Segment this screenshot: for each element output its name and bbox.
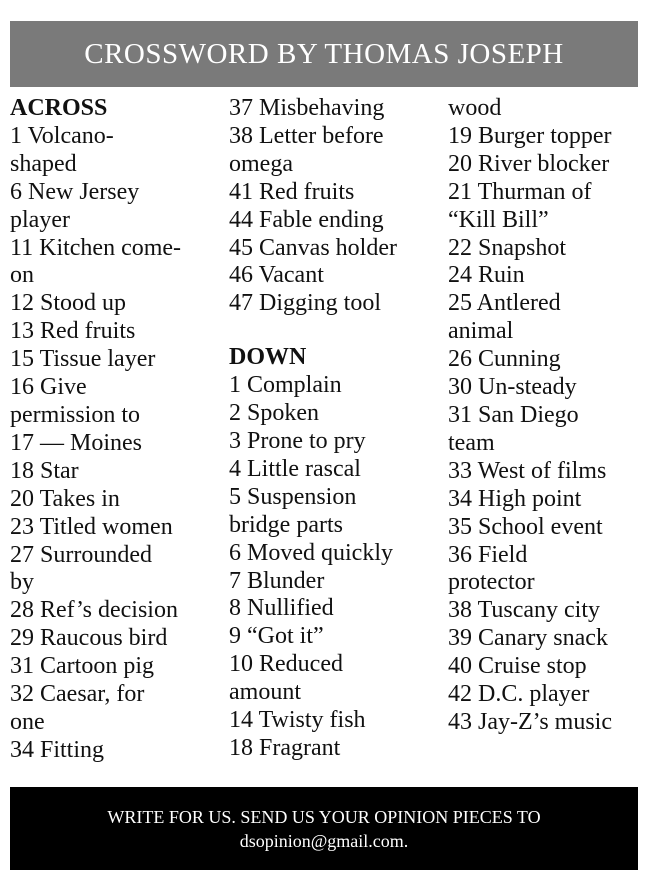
clue-line: 2 Spoken [229,400,319,427]
clue-line: 38 Tuscany city [448,597,601,624]
clue-line: 20 Takes in [10,485,120,512]
clue-line: 45 Canvas holder [229,234,397,261]
clue-line: team [448,429,495,456]
clue-line: 36 Field [448,541,528,568]
footer-email: dsopinion@gmail.com. [239,830,409,851]
clue-line: 21 Thurman of [448,178,592,205]
down-heading: DOWN [229,344,307,371]
clue-line: 46 Vacant [229,262,324,289]
clue-line: 38 Letter before [229,122,384,149]
clue-line: 25 Antlered [448,290,561,317]
clue-line: 10 Reduced [229,651,343,678]
across-clues-col2 [229,95,444,318]
clue-line: 30 Un-steady [448,374,577,401]
clue-line: 37 Misbehaving [229,95,385,121]
clue-line: 1 Complain [229,372,342,399]
clue-line: 12 Stood up [10,290,127,317]
column-3 [448,95,643,737]
clue-line: 19 Burger topper [448,122,612,149]
clue-line: 33 West of films [448,457,607,484]
clue-line: by [10,569,34,596]
clue-line: 18 Star [10,457,79,484]
clue-line: one [10,708,45,735]
clue-line: permission to [10,401,140,428]
clue-line: 44 Fable ending [229,206,384,233]
column-2 [229,95,444,763]
clue-line: 47 Digging tool [229,290,382,317]
clue-line: 7 Blunder [229,567,325,594]
clue-line: 42 D.C. player [448,681,590,708]
clue-line: wood [448,95,502,121]
clue-line: amount [229,679,301,706]
clue-line: player [10,206,70,233]
crossword-title: CROSSWORD BY THOMAS JOSEPH [84,37,564,70]
clue-line: 35 School event [448,513,603,540]
clue-line: 6 New Jersey [10,178,140,205]
clue-line: 4 Little rascal [229,455,361,482]
clue-line: 6 Moved quickly [229,539,393,566]
clue-columns [10,95,638,775]
clue-line: 24 Ruin [448,262,525,289]
column-1 [10,95,225,765]
clue-line: 5 Suspension [229,483,357,510]
across-heading: ACROSS [10,95,108,121]
clue-line: 43 Jay-Z’s music [448,708,612,735]
clue-line: bridge parts [229,511,343,538]
clue-line: 27 Surrounded [10,541,152,568]
down-clues-col2 [229,372,444,763]
clue-line: 26 Cunning [448,346,561,373]
clue-line: 23 Titled women [10,513,173,540]
clue-line: 15 Tissue layer [10,346,156,373]
footer-line-1: WRITE FOR US. SEND US YOUR OPINION PIECES TO [107,806,541,827]
clue-line: protector [448,569,535,596]
clue-line: 1 Volcano- [10,122,114,149]
clue-line: 31 Cartoon pig [10,653,154,680]
clue-line: 39 Canary snack [448,625,608,652]
clue-line: 31 San Diego [448,401,579,428]
clue-line: 41 Red fruits [229,178,355,205]
footer-banner [10,787,638,870]
clue-line: 34 Fitting [10,736,105,763]
clue-line: 9 “Got it” [229,623,324,650]
clue-line: on [10,262,34,289]
clue-line: 29 Raucous bird [10,625,168,652]
across-clues-col1 [10,123,225,765]
clue-line: 32 Caesar, for [10,681,145,708]
header-banner [10,21,638,87]
clue-line: 3 Prone to pry [229,427,366,454]
clue-line: 8 Nullified [229,595,334,622]
down-clues-col3 [448,95,643,737]
clue-line: animal [448,318,514,345]
clue-line: 34 High point [448,485,582,512]
clue-line: 14 Twisty fish [229,707,366,734]
clue-line: 16 Give [10,374,87,401]
clue-line: 20 River blocker [448,150,610,177]
clue-line: 28 Ref’s decision [10,597,178,624]
clue-line: omega [229,150,293,177]
clue-line: 22 Snapshot [448,234,567,261]
clue-line: 17 — Moines [10,429,142,456]
clue-line: 40 Cruise stop [448,653,587,680]
clue-line: shaped [10,150,77,177]
clue-line: “Kill Bill” [448,206,549,233]
clue-line: 11 Kitchen come- [10,234,182,261]
clue-line: 13 Red fruits [10,318,136,345]
clue-line: 18 Fragrant [229,734,341,761]
